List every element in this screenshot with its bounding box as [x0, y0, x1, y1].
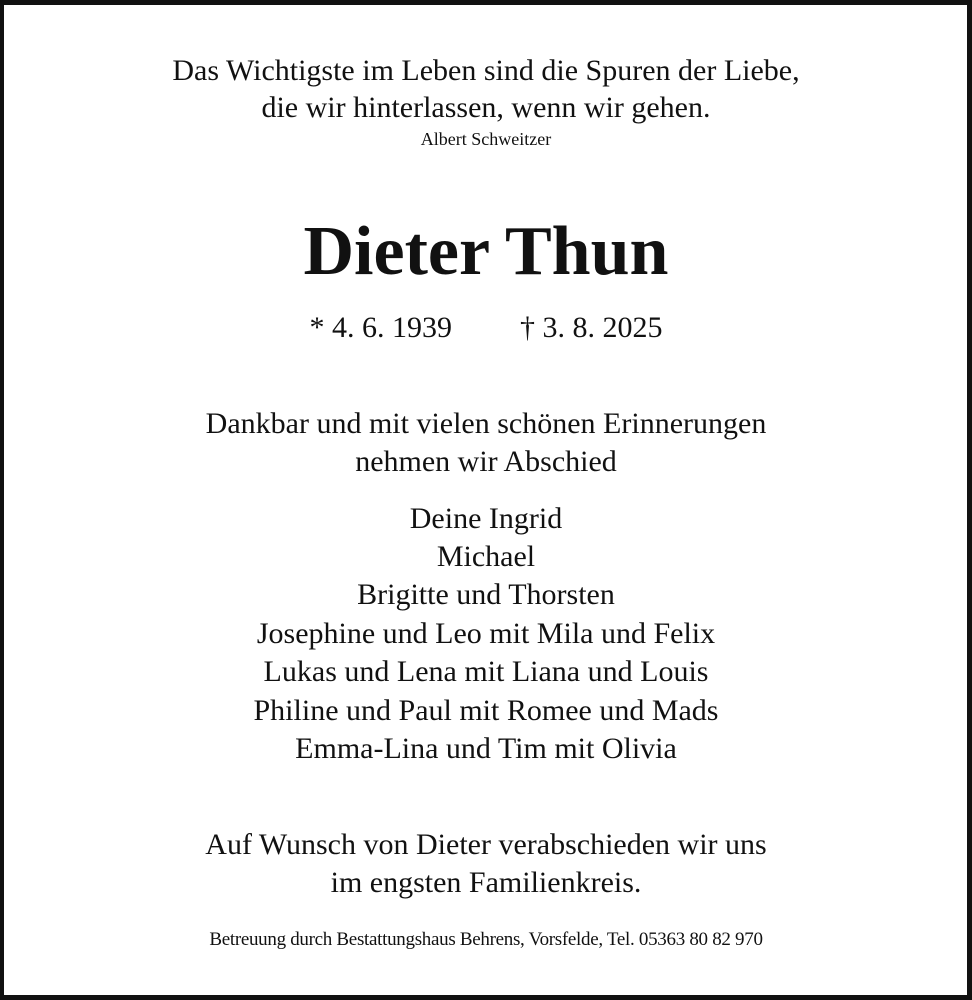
quote-line-2: die wir hinterlassen, wenn wir gehen.: [261, 91, 711, 124]
closing-line-2: im engsten Familienkreis.: [330, 866, 642, 899]
mourner: Emma-Lina und Tim mit Olivia: [295, 732, 677, 765]
closing-line-1: Auf Wunsch von Dieter verabschieden wir uns: [205, 828, 767, 861]
farewell-line-2: nehmen wir Abschied: [355, 445, 617, 478]
death-date: † 3. 8. 2025: [520, 311, 663, 344]
life-dates: [0, 313, 972, 343]
mourner: Philine und Paul mit Romee und Mads: [253, 694, 719, 727]
mourner: Josephine und Leo mit Mila und Felix: [256, 617, 716, 650]
quote-author: Albert Schweitzer: [420, 129, 552, 149]
funeral-home-footer: Betreuung durch Bestattungshaus Behrens, Vorsfelde, Tel. 05363 80 82 970: [209, 929, 763, 950]
mourner: Brigitte und Thorsten: [357, 578, 615, 611]
farewell-line-1: Dankbar und mit vielen schönen Erinnerungen: [205, 407, 767, 440]
deceased-name: Dieter Thun: [303, 213, 669, 290]
mourner: Lukas und Lena mit Liana und Louis: [263, 655, 709, 688]
birth-date: * 4. 6. 1939: [309, 311, 452, 344]
mourner: Deine Ingrid: [409, 502, 563, 535]
quote-line-1: Das Wichtigste im Leben sind die Spuren der Liebe,: [172, 54, 800, 87]
mourner: Michael: [436, 540, 536, 573]
